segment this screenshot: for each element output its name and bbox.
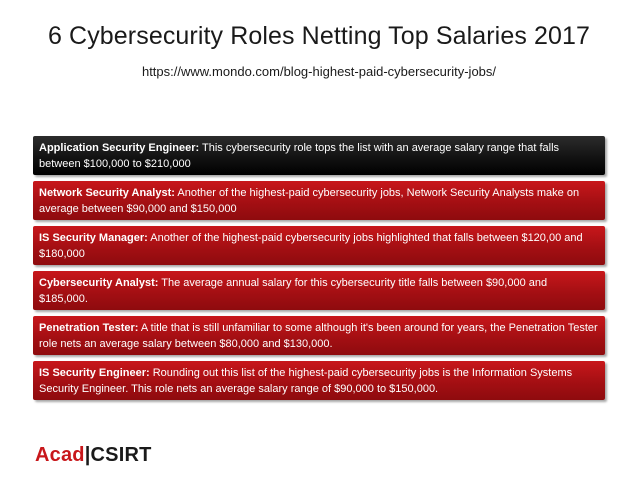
slide-title: 6 Cybersecurity Roles Netting Top Salaries 2017: [47, 22, 591, 50]
role-name: Cybersecurity Analyst:: [39, 277, 159, 289]
roles-list: [33, 136, 605, 406]
role-box-is-security-engineer: [33, 361, 605, 400]
logo-part-csirt: CSIRT: [90, 444, 152, 466]
role-name: Application Security Engineer:: [39, 142, 200, 154]
acadcsirt-logo: [35, 444, 152, 467]
logo-separator: |: [84, 444, 91, 466]
role-box-cybersecurity-analyst: [33, 271, 605, 310]
role-description: Another of the highest-paid cybersecurity jobs highlighted that falls between $120,00 and $180,000: [39, 232, 583, 260]
role-box-application-security-engineer: [33, 136, 605, 175]
source-url: https://www.mondo.com/blog-highest-paid-cybersecurity-jobs/: [141, 64, 497, 79]
role-name: IS Security Engineer:: [39, 367, 150, 379]
role-name: Network Security Analyst:: [39, 187, 175, 199]
role-description: A title that is still unfamiliar to some although it's been around for years, the Penetration Tester role nets an average salary between $80,000 and $130,000.: [39, 322, 598, 350]
role-description: Rounding out this list of the highest-paid cybersecurity jobs is the Information Systems Security Engineer. This role nets an average salary range of $90,000 to $150,000.: [39, 367, 573, 395]
role-description: Another of the highest-paid cybersecurity jobs, Network Security Analysts make on average between $90,000 and $150,000: [39, 187, 580, 215]
role-box-penetration-tester: [33, 316, 605, 355]
role-box-is-security-manager: [33, 226, 605, 265]
role-description: This cybersecurity role tops the list with an average salary range that falls between $100,000 to $210,000: [39, 142, 560, 170]
role-name: Penetration Tester:: [39, 322, 139, 334]
role-name: IS Security Manager:: [39, 232, 148, 244]
role-box-network-security-analyst: [33, 181, 605, 220]
logo-part-acad: Acad: [35, 444, 85, 466]
role-description: The average annual salary for this cybersecurity title falls between $90,000 and $185,000.: [39, 277, 548, 305]
